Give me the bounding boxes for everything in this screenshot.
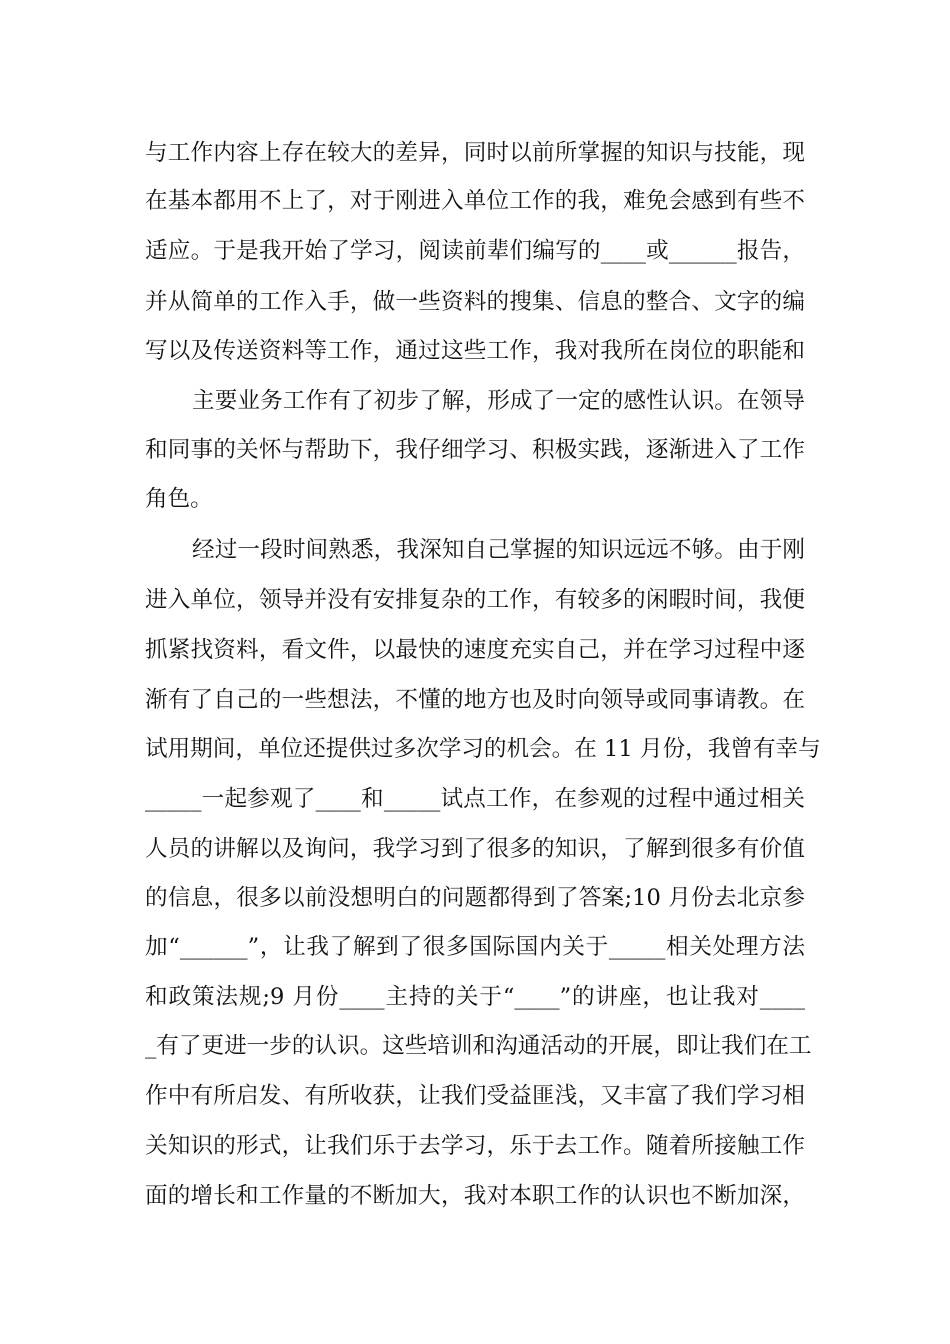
text-line: 与工作内容上存在较大的差异，同时以前所掌握的知识与技能，现	[145, 140, 805, 166]
text-line: 的信息，很多以前没想明白的问题都得到了答案;10 月份去北京参	[145, 885, 805, 911]
text-line: 试用期间，单位还提供过多次学习的机会。在 11 月份，我曾有幸与	[145, 736, 821, 762]
text-line: 抓紧找资料，看文件，以最快的速度充实自己，并在学习过程中逐	[145, 637, 805, 663]
text-line: 和同事的关怀与帮助下，我仔细学习、积极实践，逐渐进入了工作	[145, 437, 805, 463]
text-line: 作中有所启发、有所收获，让我们受益匪浅，又丰富了我们学习相	[145, 1083, 805, 1109]
text-line: 适应。于是我开始了学习，阅读前辈们编写的____或______报告，	[145, 238, 805, 264]
paragraph-first-line: 经过一段时间熟悉，我深知自己掌握的知识远远不够。由于刚	[192, 537, 805, 563]
text-line: 面的增长和工作量的不断加大，我对本职工作的认识也不断加深，	[145, 1183, 805, 1209]
text-line: 并从简单的工作入手，做一些资料的搜集、信息的整合、文字的编	[145, 289, 805, 315]
text-line: 渐有了自己的一些想法，不懂的地方也及时向领导或同事请教。在	[145, 687, 805, 713]
text-line: 和政策法规;9 月份____主持的关于“____”的讲座，也让我对____	[145, 984, 805, 1010]
text-line: _____一起参观了____和_____试点工作，在参观的过程中通过相关	[145, 786, 805, 812]
text-line: _有了更进一步的认识。这些培训和沟通活动的开展，即让我们在工	[145, 1033, 812, 1059]
paragraph-first-line: 主要业务工作有了初步了解，形成了一定的感性认识。在领导	[192, 388, 805, 414]
text-line: 在基本都用不上了，对于刚进入单位工作的我，难免会感到有些不	[145, 188, 805, 214]
text-line: 写以及传送资料等工作，通过这些工作，我对我所在岗位的职能和	[145, 338, 805, 364]
paragraph-last-line: 角色。	[145, 486, 213, 512]
text-line: 加“______”，让我了解到了很多国际国内关于_____相关处理方法	[145, 934, 805, 960]
text-line: 进入单位，领导并没有安排复杂的工作，有较多的闲暇时间，我便	[145, 587, 805, 613]
text-line: 关知识的形式，让我们乐于去学习，乐于去工作。随着所接触工作	[145, 1133, 805, 1159]
text-line: 人员的讲解以及询问，我学习到了很多的知识，了解到很多有价值	[145, 836, 805, 862]
